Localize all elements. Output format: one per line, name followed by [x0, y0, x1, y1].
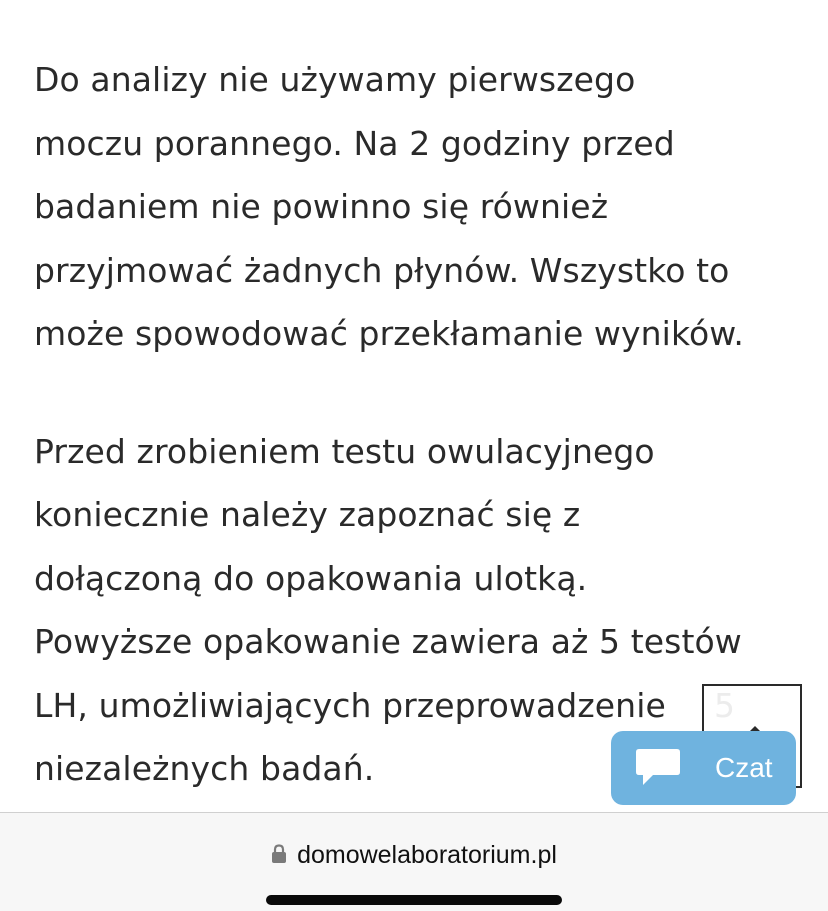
speech-bubble-icon — [635, 747, 681, 789]
lock-icon — [271, 842, 287, 871]
text-line: przyjmować żadnych płynów. Wszystko to — [34, 250, 730, 290]
url-text: domowelaboratorium.pl — [297, 841, 557, 869]
text-line: Do analizy nie używamy pierwszego — [34, 60, 636, 99]
text-line: Powyższe opakowanie zawiera aż 5 testów — [34, 622, 742, 661]
article-content — [34, 48, 814, 801]
home-indicator[interactable] — [266, 895, 562, 905]
text-line: LH, umożliwiających przeprowadzenie — [34, 685, 666, 725]
chat-button[interactable] — [611, 731, 796, 805]
paragraph-1 — [34, 48, 814, 366]
text-line: badaniem nie powinno się również — [34, 187, 609, 226]
text-line: może spowodować przekłamanie wyników. — [34, 314, 744, 353]
chat-button-label: Czat — [715, 752, 773, 783]
url-display[interactable] — [0, 841, 828, 871]
browser-address-bar — [0, 812, 828, 911]
text-line: moczu porannego. Na 2 godziny przed — [34, 123, 675, 163]
text-line: koniecznie należy zapoznać się z — [34, 495, 581, 534]
text-line: Przed zrobieniem testu owulacyjnego — [34, 431, 655, 471]
text-line: dołączoną do opakowania ulotką. — [34, 558, 588, 598]
text-line: niezależnych badań. — [34, 749, 375, 788]
